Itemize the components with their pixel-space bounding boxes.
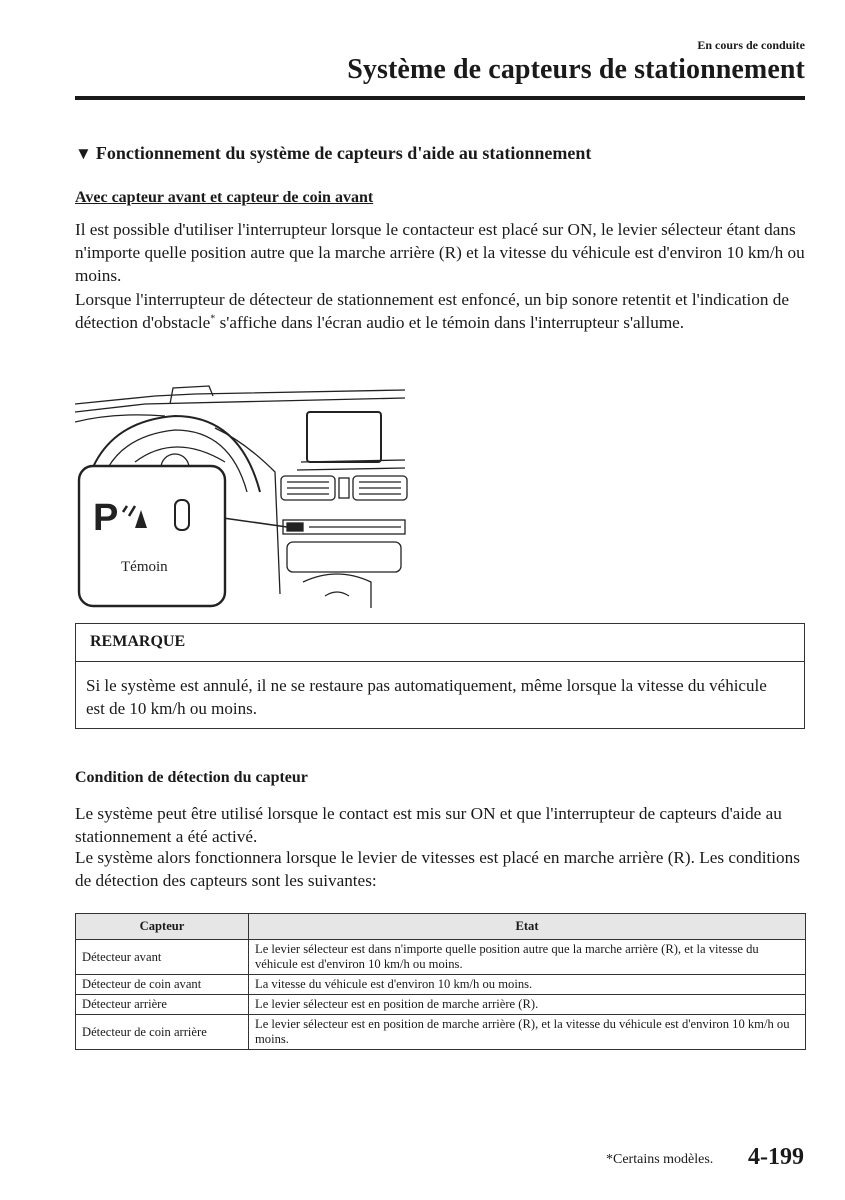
table-row — [76, 940, 806, 975]
header-rule — [75, 96, 805, 100]
cell-sensor: Détecteur avant — [76, 940, 249, 975]
triangle-down-icon: ▼ — [75, 144, 92, 163]
footer-note: *Certains modèles. — [606, 1152, 714, 1167]
paragraph-switch-pressed — [75, 289, 815, 335]
asterisk-marker: * — [210, 313, 216, 325]
cell-sensor: Détecteur de coin avant — [76, 975, 249, 995]
table-row — [76, 1015, 806, 1050]
section-heading — [75, 143, 591, 164]
cell-state: La vitesse du véhicule est d'environ 10 km/h ou moins. — [249, 975, 806, 995]
dashboard-illustration — [75, 382, 411, 608]
table-header-row — [76, 914, 806, 940]
cell-state: Le levier sélecteur est dans n'importe quelle position autre que la marche arrière (R), et la vitesse du véhicule est d'environ 10 km/h ou moins. — [249, 940, 806, 975]
remark-box — [75, 623, 805, 729]
page-title: Système de capteurs de stationnement — [347, 54, 805, 85]
condition-heading: Condition de détection du capteur — [75, 769, 308, 786]
parking-sensor-icon: P — [93, 497, 119, 539]
sensor-conditions-table — [75, 913, 806, 1050]
page-number: 4-199 — [748, 1144, 804, 1170]
remark-divider — [76, 661, 804, 662]
paragraph-system-usable: Le système peut être utilisé lorsque le contact est mis sur ON et que l'interrupteur de capteurs d'aide au stationnement a été activé. — [75, 804, 782, 846]
section-heading-text: Fonctionnement du système de capteurs d'aide au stationnement — [95, 143, 592, 163]
column-header-sensor: Capteur — [76, 914, 249, 940]
remark-text: Si le système est annulé, il ne se restaure pas automatiquement, même lorsque la vitesse du véhicule est de 10 km/h ou moins. — [86, 676, 767, 718]
table-row — [76, 975, 806, 995]
subheading: Avec capteur avant et capteur de coin avant — [75, 189, 374, 206]
column-header-state: Etat — [249, 914, 806, 940]
remark-title: REMARQUE — [90, 633, 186, 650]
para2-after: s'affiche dans l'écran audio et le témoin dans l'interrupteur s'allume. — [215, 312, 685, 332]
cell-state: Le levier sélecteur est en position de marche arrière (R). — [249, 995, 806, 1015]
cell-sensor: Détecteur de coin arrière — [76, 1015, 249, 1050]
cell-sensor: Détecteur arrière — [76, 995, 249, 1015]
paragraph-reverse-operation: Le système alors fonctionnera lorsque le levier de vitesses est placé en marche arrière (R). Les conditions de détection des capteurs sont les suivantes: — [75, 848, 800, 890]
cell-state: Le levier sélecteur est en position de marche arrière (R), et la vitesse du véhicule est d'environ 10 km/h ou moins. — [249, 1015, 806, 1050]
table-row — [76, 995, 806, 1015]
header-section-label: En cours de conduite — [697, 38, 805, 52]
para2-before: Lorsque l'interrupteur de détecteur de stationnement est enfoncé, un bip sonore retentit et l'indication de détection d'obstacle — [75, 290, 789, 332]
temoin-label: Témoin — [121, 559, 168, 575]
paragraph-switch-conditions: Il est possible d'utiliser l'interrupteur lorsque le contacteur est placé sur ON, le levier sélecteur étant dans n'importe quelle position autre que la marche arrière (R) et la vitesse du véhicule est d'environ 10 km/h ou moins. — [75, 220, 805, 285]
